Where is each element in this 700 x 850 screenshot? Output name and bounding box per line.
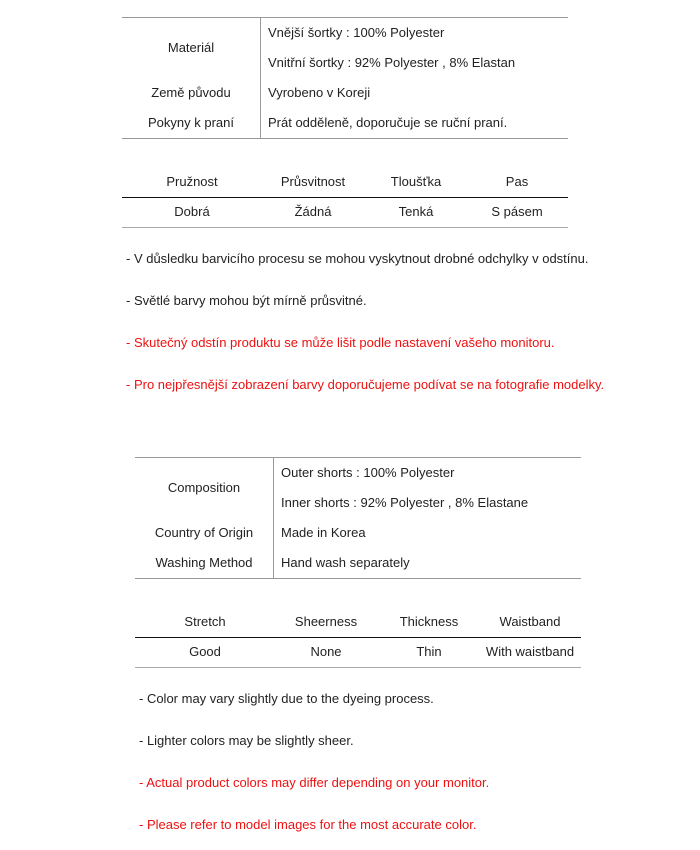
material-label: Materiál — [167, 40, 215, 55]
spec-header-stretch: Stretch — [184, 614, 226, 629]
composition-outer-value: Outer shorts : 100% Polyester — [281, 465, 455, 480]
czech-note-monitor: - Skutečný odstín produktu se může lišit podle nastavení vašeho monitoru. — [126, 335, 555, 350]
czech-info-table — [122, 17, 568, 139]
spec-value-thickness: Tenká — [398, 204, 434, 219]
material-inner-value: Vnitřní šortky : 92% Polyester , 8% Elastan — [268, 55, 516, 70]
country-label: Country of Origin — [154, 525, 254, 540]
english-note-monitor: - Actual product colors may differ depending on your monitor. — [139, 775, 490, 790]
spec-header-thickness: Thickness — [399, 614, 459, 629]
english-info-table — [135, 457, 581, 579]
english-spec-table — [135, 607, 581, 667]
table-bottom-border — [135, 667, 581, 668]
washing-method-value: Hand wash separately — [281, 555, 410, 570]
english-note-dyeing: - Color may vary slightly due to the dyeing process. — [139, 691, 434, 706]
czech-note-model-images: - Pro nejpřesnější zobrazení barvy doporučujeme podívat se na fotografie modelky. — [126, 377, 605, 392]
origin-value: Vyrobeno v Koreji — [268, 85, 371, 100]
spec-value-waistband: With waistband — [485, 644, 575, 659]
spec-header-stretch: Pružnost — [166, 174, 218, 189]
washing-label: Pokyny k praní — [148, 115, 234, 130]
origin-label: Země původu — [151, 85, 231, 100]
english-note-model-images: - Please refer to model images for the most accurate color. — [139, 817, 477, 832]
spec-value-stretch: Dobrá — [174, 204, 210, 219]
column-divider — [260, 18, 261, 138]
column-divider — [273, 458, 274, 578]
spec-value-sheerness: None — [310, 644, 342, 659]
country-value: Made in Korea — [281, 525, 366, 540]
spec-header-sheerness: Průsvitnost — [280, 174, 346, 189]
czech-note-dyeing: - V důsledku barvicího procesu se mohou vyskytnout drobné odchylky v odstínu. — [126, 251, 589, 266]
spec-value-waistband: S pásem — [491, 204, 543, 219]
spec-header-waistband: Waistband — [499, 614, 561, 629]
material-outer-value: Vnější šortky : 100% Polyester — [268, 25, 445, 40]
spec-header-waistband: Pas — [505, 174, 529, 189]
washing-value: Prát odděleně, doporučuje se ruční praní. — [268, 115, 508, 130]
header-divider — [135, 637, 581, 638]
czech-note-sheer: - Světlé barvy mohou být mírně průsvitné. — [126, 293, 367, 308]
table-bottom-border — [122, 227, 568, 228]
spec-header-sheerness: Sheerness — [294, 614, 358, 629]
washing-method-label: Washing Method — [155, 555, 253, 570]
composition-label: Composition — [167, 480, 241, 495]
czech-spec-table — [122, 167, 568, 227]
english-note-sheer: - Lighter colors may be slightly sheer. — [139, 733, 354, 748]
spec-value-thickness: Thin — [416, 644, 442, 659]
spec-header-thickness: Tloušťka — [390, 174, 442, 189]
spec-value-sheerness: Žádná — [294, 204, 332, 219]
composition-inner-value: Inner shorts : 92% Polyester , 8% Elastane — [281, 495, 529, 510]
header-divider — [122, 197, 568, 198]
spec-value-stretch: Good — [189, 644, 221, 659]
